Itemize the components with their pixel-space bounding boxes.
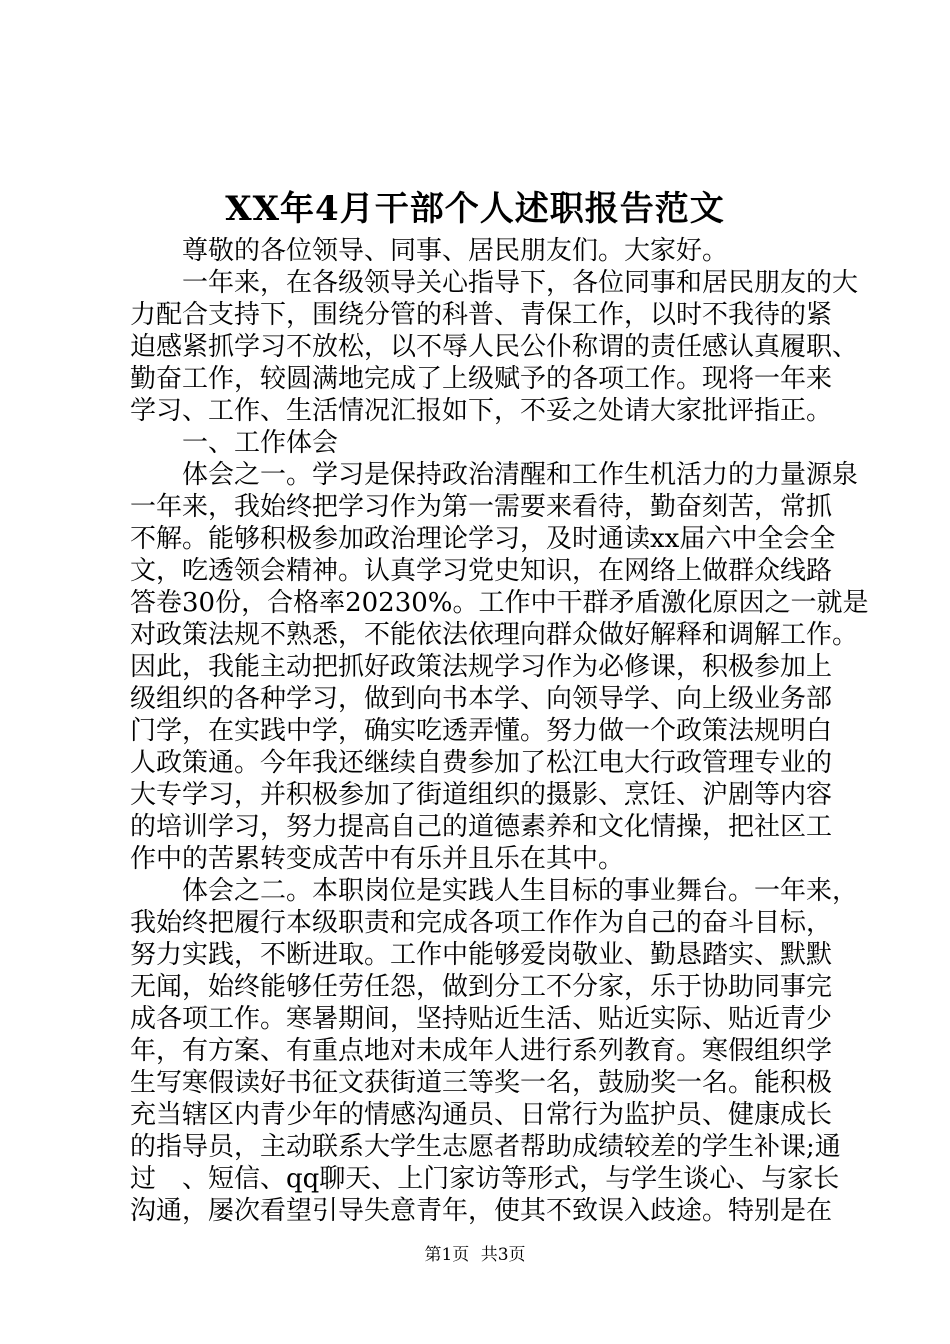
page-number: 第1页 (424, 1245, 470, 1265)
text-line: 人政策通。今年我还继续自费参加了松江电大行政管理专业的 (130, 748, 833, 778)
text-line: 生写寒假读好书征文获街道三等奖一名，鼓励奖一名。能积极 (130, 1068, 833, 1098)
text-line: 勤奋工作，较圆满地完成了上级赋予的各项工作。现将一年来 (130, 364, 833, 394)
document-body (130, 235, 869, 1227)
text-line: 一年来，在各级领导关心指导下，各位同事和居民朋友的大 (182, 268, 859, 298)
text-line: 我始终把履行本级职责和完成各项工作作为自己的奋斗目标， (130, 908, 833, 938)
text-line: 体会之二。本职岗位是实践人生目标的事业舞台。一年来， (182, 876, 859, 906)
text-line: 一、工作体会 (182, 428, 339, 458)
text-line: 答卷30份，合格率20230%。工作中干群矛盾激化原因之一就是 (130, 588, 869, 618)
text-line: 门学，在实践中学，确实吃透弄懂。努力做一个政策法规明白 (130, 716, 833, 746)
text-line: 过 、短信、qq聊天、上门家访等形式，与学生谈心、与家长 (130, 1164, 840, 1194)
text-line: 无闻，始终能够任劳任怨，做到分工不分家，乐于协助同事完 (130, 972, 833, 1002)
text-line: 因此，我能主动把抓好政策法规学习作为必修课，积极参加上 (130, 652, 833, 682)
text-line: 的指导员，主动联系大学生志愿者帮助成绩较差的学生补课;通 (130, 1132, 841, 1162)
text-line: 一年来，我始终把学习作为第一需要来看待，勤奋刻苦，常抓 (130, 492, 833, 522)
text-line: 沟通，屡次看望引导失意青年，使其不致误入歧途。特别是在 (130, 1196, 833, 1226)
text-line: 努力实践，不断进取。工作中能够爱岗敬业、勤恳踏实、默默 (130, 940, 833, 970)
text-line: 年，有方案、有重点地对未成年人进行系列教育。寒假组织学 (130, 1036, 833, 1066)
text-line: 的培训学习，努力提高自己的道德素养和文化情操，把社区工 (130, 812, 833, 842)
document-title: XX年4月干部个人述职报告范文 (225, 189, 725, 229)
text-line: 迫感紧抓学习不放松，以不辱人民公仆称谓的责任感认真履职、 (130, 332, 859, 362)
text-line: 不解。能够积极参加政治理论学习，及时通读xx届六中全会全 (130, 524, 836, 554)
text-line: 成各项工作。寒暑期间，坚持贴近生活、贴近实际、贴近青少 (130, 1004, 833, 1034)
text-line: 充当辖区内青少年的情感沟通员、日常行为监护员、健康成长 (130, 1100, 833, 1130)
text-line: 大专学习，并积极参加了街道组织的摄影、烹饪、沪剧等内容 (130, 780, 833, 810)
page-total: 共3页 (480, 1245, 526, 1265)
text-line: 尊敬的各位领导、同事、居民朋友们。大家好。 (182, 236, 729, 266)
text-line: 学习、工作、生活情况汇报如下，不妥之处请大家批评指正。 (130, 396, 833, 426)
text-line: 文，吃透领会精神。认真学习党史知识，在网络上做群众线路 (130, 556, 833, 586)
text-line: 力配合支持下，围绕分管的科普、青保工作，以时不我待的紧 (130, 300, 833, 330)
text-line: 对政策法规不熟悉，不能依法依理向群众做好解释和调解工作。 (130, 620, 859, 650)
text-line: 作中的苦累转变成苦中有乐并且乐在其中。 (130, 844, 625, 874)
page-footer (0, 1243, 950, 1267)
text-line: 级组织的各种学习，做到向书本学、向领导学、向上级业务部 (130, 684, 833, 714)
text-line: 体会之一。学习是保持政治清醒和工作生机活力的力量源泉 (182, 460, 859, 490)
